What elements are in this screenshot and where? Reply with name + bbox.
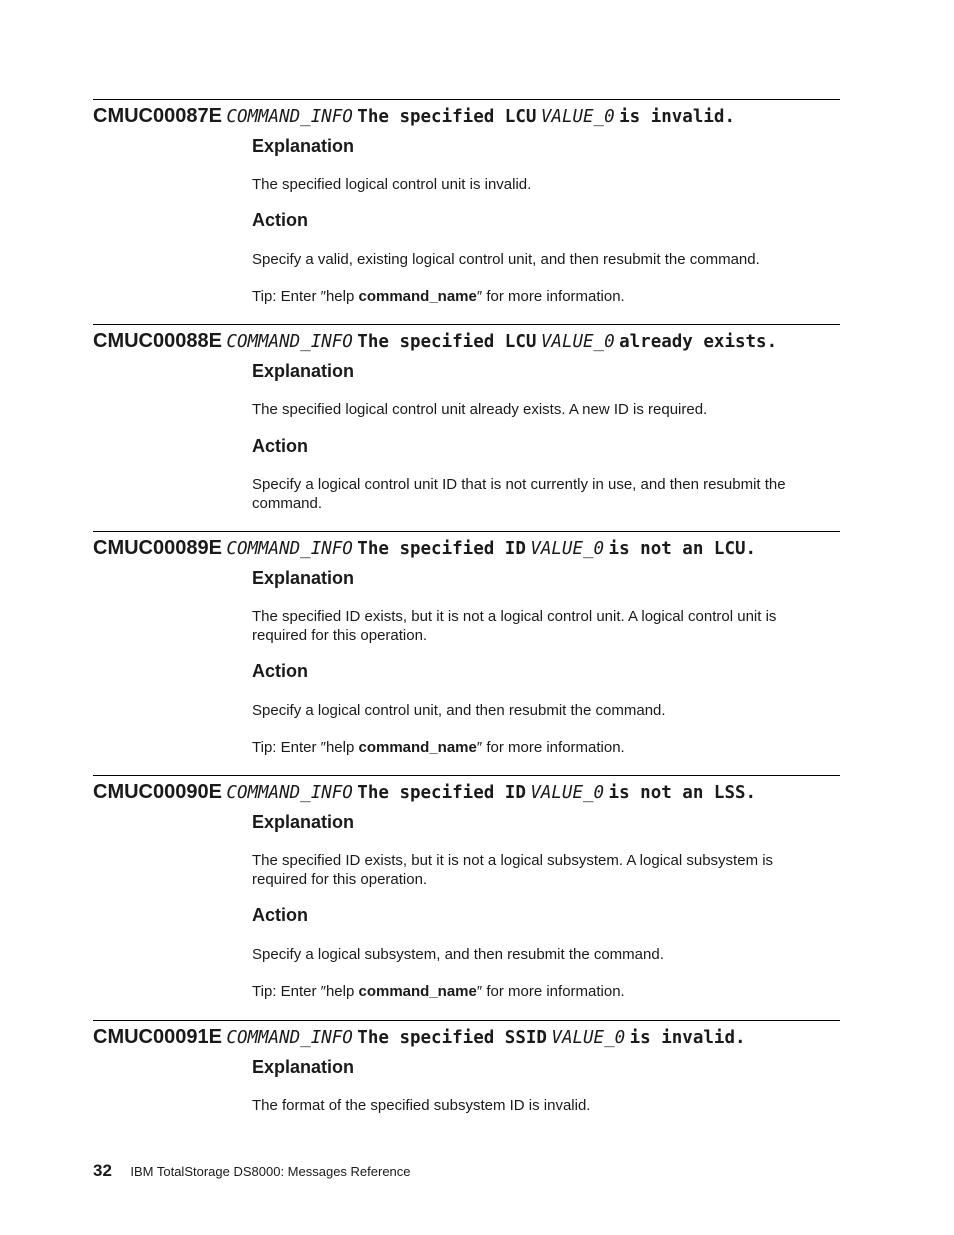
explanation-heading: Explanation <box>252 812 355 832</box>
message-code: CMUC00090E <box>93 781 222 803</box>
message-text-part1: The specified ID <box>357 783 526 803</box>
message-text-part1: The specified SSID <box>357 1028 547 1048</box>
message-value: VALUE_0 <box>530 539 605 559</box>
command-info: COMMAND_INFO <box>226 107 353 127</box>
action-text: Specify a logical control unit ID that is not currently in use, and then resubmit the command. <box>252 476 786 512</box>
explanation-text: The specified logical control unit already exists. A new ID is required. <box>252 401 708 418</box>
command-name: command_name <box>358 739 477 756</box>
tip-text: Tip: Enter ″help command_name″ for more information. <box>252 288 625 305</box>
message-value: VALUE_0 <box>530 783 605 803</box>
explanation-heading: Explanation <box>252 1057 355 1077</box>
message-text-part2: is invalid. <box>619 107 735 127</box>
command-name: command_name <box>358 983 477 1000</box>
explanation-heading: Explanation <box>252 136 355 156</box>
message-entry <box>93 324 840 525</box>
message-heading <box>93 105 735 129</box>
message-code: CMUC00087E <box>93 105 222 127</box>
command-name: command_name <box>358 288 477 305</box>
message-entry <box>93 99 840 310</box>
explanation-text: The specified logical control unit is invalid. <box>252 176 532 193</box>
message-text-part2: is invalid. <box>629 1028 746 1048</box>
message-entry <box>93 531 840 762</box>
action-text: Specify a logical subsystem, and then resubmit the command. <box>252 946 664 963</box>
action-heading: Action <box>252 661 308 681</box>
action-text: Specify a valid, existing logical control unit, and then resubmit the command. <box>252 251 760 268</box>
message-code: CMUC00091E <box>93 1026 222 1048</box>
message-entry <box>93 1020 840 1121</box>
message-text-part2: is not an LCU. <box>608 539 757 559</box>
message-text-part1: The specified LCU <box>357 107 537 127</box>
explanation-text: The specified ID exists, but it is not a logical control unit. A logical control unit is required for this operation. <box>252 608 777 644</box>
command-info: COMMAND_INFO <box>226 539 353 559</box>
explanation-heading: Explanation <box>252 361 355 381</box>
footer-title: IBM TotalStorage DS8000: Messages Reference <box>130 1164 411 1179</box>
action-heading: Action <box>252 905 308 925</box>
message-value: VALUE_0 <box>540 332 615 352</box>
message-text-part1: The specified ID <box>357 539 526 559</box>
message-text-part2: already exists. <box>619 332 778 352</box>
action-heading: Action <box>252 210 308 230</box>
message-value: VALUE_0 <box>551 1028 626 1048</box>
message-heading <box>93 330 777 354</box>
message-entry <box>93 775 840 1006</box>
message-heading <box>93 537 756 561</box>
message-text-part1: The specified LCU <box>357 332 537 352</box>
explanation-heading: Explanation <box>252 568 355 588</box>
message-text-part2: is not an LSS. <box>608 783 757 803</box>
action-text: Specify a logical control unit, and then resubmit the command. <box>252 702 666 719</box>
message-code: CMUC00088E <box>93 330 222 352</box>
command-info: COMMAND_INFO <box>226 332 353 352</box>
command-info: COMMAND_INFO <box>226 1028 353 1048</box>
explanation-text: The format of the specified subsystem ID is invalid. <box>252 1097 591 1114</box>
message-heading <box>93 781 756 805</box>
page-number: 32 <box>93 1161 112 1180</box>
tip-text: Tip: Enter ″help command_name″ for more information. <box>252 739 625 756</box>
action-heading: Action <box>252 436 308 456</box>
tip-text: Tip: Enter ″help command_name″ for more information. <box>252 983 625 1000</box>
explanation-text: The specified ID exists, but it is not a logical subsystem. A logical subsystem is required for this operation. <box>252 852 774 888</box>
message-code: CMUC00089E <box>93 537 222 559</box>
message-value: VALUE_0 <box>540 107 615 127</box>
message-heading <box>93 1026 746 1050</box>
command-info: COMMAND_INFO <box>226 783 353 803</box>
page-footer <box>93 1161 411 1181</box>
